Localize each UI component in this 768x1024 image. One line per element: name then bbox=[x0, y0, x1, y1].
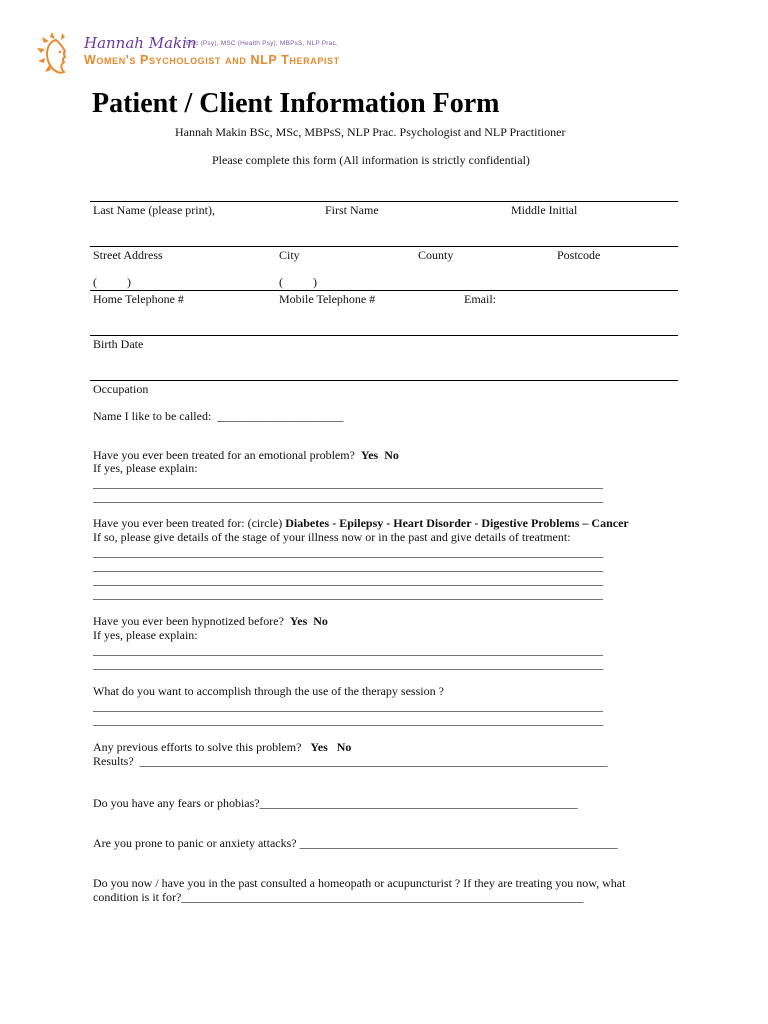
logo-tagline: Women's Psychologist and NLP Therapist bbox=[84, 53, 340, 67]
explain-prompt: If yes, please explain: bbox=[93, 628, 198, 642]
illness-details-prompt: If so, please give details of the stage of your illness now or in the past and give details of treatment: bbox=[93, 530, 571, 544]
treated-for-question bbox=[93, 516, 629, 531]
county-label: County bbox=[418, 248, 454, 262]
yes-option: Yes bbox=[360, 448, 379, 462]
home-phone-label: Home Telephone # bbox=[93, 292, 184, 306]
answer-line: _____________________________________________________________________________________ bbox=[93, 713, 603, 727]
yes-option: Yes bbox=[289, 614, 308, 628]
mobile-area-code: ( ) bbox=[279, 275, 317, 289]
practitioner-credentials: Hannah Makin BSc, MSc, MBPsS, NLP Prac. Psychologist and NLP Practitioner bbox=[175, 125, 566, 139]
birth-rule bbox=[90, 380, 678, 381]
yes-option: Yes bbox=[310, 740, 328, 754]
preferred-name-question: Name I like to be called: _____________________ bbox=[93, 409, 344, 423]
logo-name: Hannah Makin bbox=[84, 34, 197, 52]
accomplish-question: What do you want to accomplish through the use of the therapy session ? bbox=[93, 684, 444, 698]
results-line: Results? ______________________________________________________________________________ bbox=[93, 754, 608, 768]
fears-question: Do you have any fears or phobias?_____________________________________________________ bbox=[93, 796, 578, 810]
answer-line: _____________________________________________________________________________________ bbox=[93, 587, 603, 601]
city-label: City bbox=[279, 248, 300, 262]
panic-question: Are you prone to panic or anxiety attacks? _____________________________________________________ bbox=[93, 836, 618, 850]
homeopath-condition-line: condition is it for?___________________________________________________________________ bbox=[93, 890, 584, 904]
answer-line: _____________________________________________________________________________________ bbox=[93, 545, 603, 559]
answer-line: _____________________________________________________________________________________ bbox=[93, 476, 603, 490]
address-rule bbox=[90, 290, 678, 291]
answer-line: _____________________________________________________________________________________ bbox=[93, 657, 603, 671]
phone-rule bbox=[90, 335, 678, 336]
page-title: Patient / Client Information Form bbox=[92, 88, 500, 119]
email-label: Email: bbox=[464, 292, 496, 306]
logo-credentials: BSc (Psy), MSC (Health Psy), MBPsS, NLP Prac. bbox=[186, 40, 338, 47]
confidential-notice: Please complete this form (All information is strictly confidential) bbox=[212, 153, 530, 167]
first-name-label: First Name bbox=[325, 203, 379, 217]
hypnotized-text: Have you ever been hypnotized before? bbox=[93, 614, 284, 628]
no-option: No bbox=[384, 448, 399, 462]
explain-prompt: If yes, please explain: bbox=[93, 461, 198, 475]
emotional-problem-text: Have you ever been treated for an emotional problem? bbox=[93, 448, 355, 462]
treated-for-text: Have you ever been treated for: (circle) bbox=[93, 516, 283, 530]
logo bbox=[34, 28, 394, 80]
home-area-code: ( ) bbox=[93, 275, 131, 289]
homeopath-question: Do you now / have you in the past consulted a homeopath or acupuncturist ? If they are treating you now, what bbox=[93, 876, 626, 890]
street-address-label: Street Address bbox=[93, 248, 163, 262]
middle-initial-label: Middle Initial bbox=[511, 203, 578, 217]
hypnotized-question bbox=[93, 614, 328, 629]
answer-line: _____________________________________________________________________________________ bbox=[93, 643, 603, 657]
last-name-label: Last Name (please print), bbox=[93, 203, 215, 217]
answer-line: _____________________________________________________________________________________ bbox=[93, 490, 603, 504]
previous-efforts-text: Any previous efforts to solve this problem? bbox=[93, 740, 302, 754]
conditions-list: Diabetes - Epilepsy - Heart Disorder - Digestive Problems – Cancer bbox=[285, 516, 629, 530]
no-option: No bbox=[336, 740, 352, 754]
postcode-label: Postcode bbox=[557, 248, 601, 262]
occupation-label: Occupation bbox=[93, 382, 149, 396]
answer-line: _____________________________________________________________________________________ bbox=[93, 559, 603, 573]
mobile-phone-label: Mobile Telephone # bbox=[279, 292, 376, 306]
answer-line: _____________________________________________________________________________________ bbox=[93, 699, 603, 713]
birth-date-label: Birth Date bbox=[93, 337, 144, 351]
top-rule bbox=[90, 201, 678, 202]
name-rule bbox=[90, 246, 678, 247]
answer-line: _____________________________________________________________________________________ bbox=[93, 573, 603, 587]
previous-efforts-question bbox=[93, 740, 351, 755]
no-option: No bbox=[313, 614, 328, 628]
sun-face-icon bbox=[34, 28, 76, 80]
